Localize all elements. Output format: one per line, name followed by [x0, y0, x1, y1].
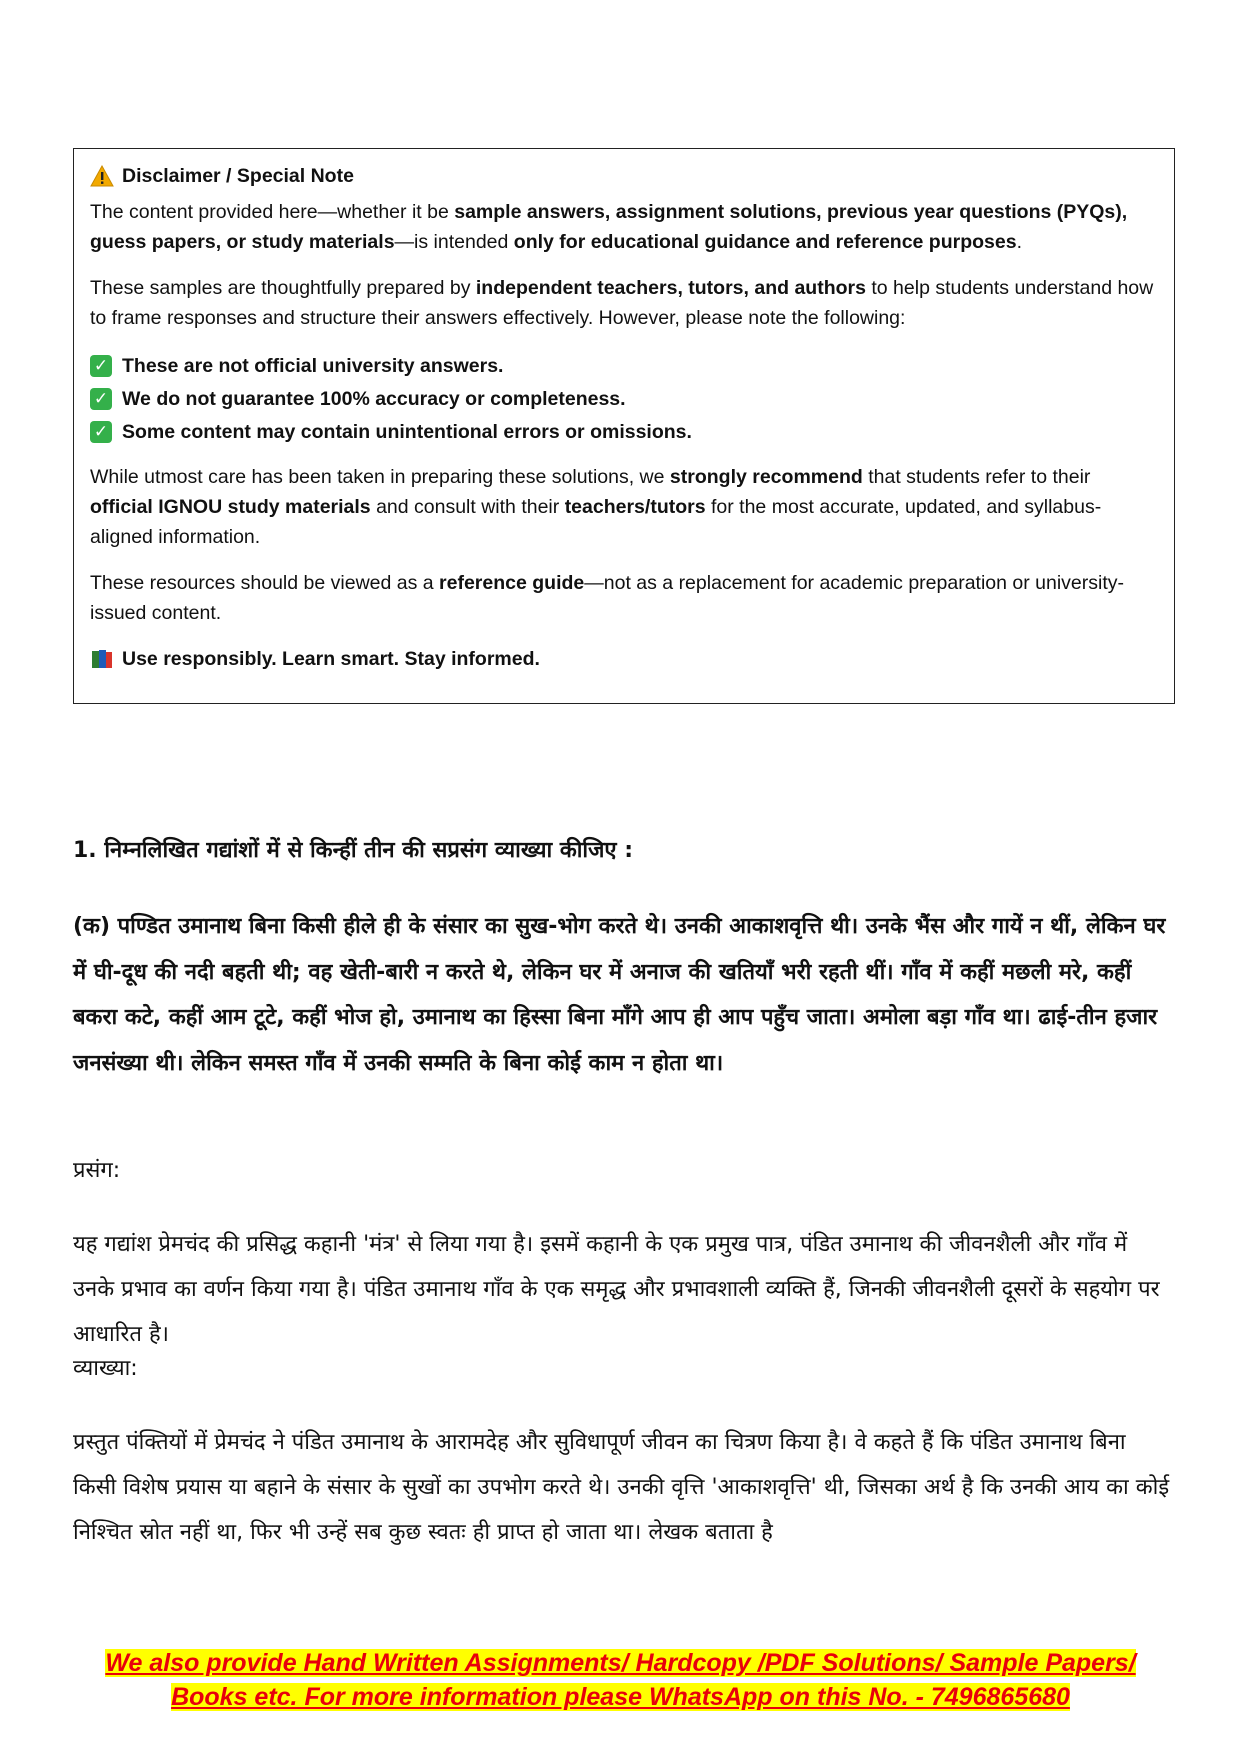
checklist — [90, 349, 1158, 448]
vyakhya-label: व्याख्या: — [73, 1356, 138, 1381]
disclaimer-footer — [90, 644, 1158, 674]
p1-bold-2: only for educational guidance and reference purposes — [513, 231, 1017, 253]
disclaimer-title: Disclaimer / Special Note — [122, 165, 354, 187]
books-icon — [90, 648, 114, 670]
p4-text-1: These resources should be viewed as a — [90, 572, 440, 594]
disclaimer-paragraph-3 — [90, 462, 1158, 552]
check-item — [90, 349, 1158, 382]
p2-text-2: to help students understand how to frame responses and structure their answers effectively. However, please note the following: — [90, 277, 1154, 329]
promo-line-2: Books etc. For more information please WhatsApp on this No. - 7496865680 — [171, 1683, 1070, 1711]
warning-icon — [90, 165, 114, 187]
p1-text-2: —is intended — [394, 231, 514, 253]
promo-line-1: We also provide Hand Written Assignments/ Hardcopy /PDF Solutions/ Sample Papers/ — [105, 1649, 1136, 1677]
p4-text-2: —not as a replacement for academic preparation or university-issued content. — [90, 572, 1125, 624]
prasang-text: यह गद्यांश प्रेमचंद की प्रसिद्ध कहानी 'मंत्र' से लिया गया है। इसमें कहानी के एक प्रमुख पात्र, पंडित उमानाथ की जीवनशैली और गाँव में उनके प्रभाव का वर्णन किया गया है। पंडित उमानाथ गाँव के एक समृद्ध और प्रभावशाली व्यक्ति हैं, जिनकी जीवनशैली दूसरों के सहयोग पर आधारित है। — [73, 1232, 1160, 1347]
p3-text-1: While utmost care has been taken in preparing these solutions, we — [90, 466, 670, 488]
p2-text-1: These samples are thoughtfully prepared by — [90, 277, 476, 299]
check-item-text: We do not guarantee 100% accuracy or completeness. — [122, 387, 626, 410]
disclaimer-paragraph-1 — [90, 197, 1158, 257]
checkmark-icon: ✓ — [90, 388, 112, 410]
disclaimer-title-row — [90, 161, 1158, 191]
check-item — [90, 382, 1158, 415]
p1-text-1: The content provided here—whether it be — [90, 201, 455, 223]
check-item-text: These are not official university answers. — [122, 354, 504, 377]
disclaimer-paragraph-2 — [90, 273, 1158, 333]
p3-text-3: and consult with their — [370, 496, 565, 518]
p1-bold-1: sample answers, assignment solutions, previous year questions (PYQs), guess papers, or study materials — [90, 201, 1128, 253]
vyakhya-text: प्रस्तुत पंक्तियों में प्रेमचंद ने पंडित उमानाथ के आरामदेह और सुविधापूर्ण जीवन का चित्रण किया है। वे कहते हैं कि पंडित उमानाथ बिना किसी विशेष प्रयास या बहाने के संसार के सुखों का उपभोग करते थे। उनकी वृत्ति 'आकाशवृत्ति' थी, जिसका अर्थ है कि उनकी आय का कोई निश्चित स्रोत नहीं था, फिर भी उन्हें सब कुछ स्वतः ही प्राप्त हो जाता था। लेखक बताता है — [73, 1430, 1170, 1545]
p4-bold-1: reference guide — [439, 572, 585, 594]
check-item-text: Some content may contain unintentional errors or omissions. — [122, 420, 692, 443]
disclaimer-paragraph-4 — [90, 568, 1158, 628]
disclaimer-footer-text: Use responsibly. Learn smart. Stay informed. — [122, 648, 540, 670]
p1-text-3: . — [1016, 231, 1023, 253]
check-item — [90, 415, 1158, 448]
p3-text-2: that students refer to their — [862, 466, 1091, 488]
p3-text-4: for the most accurate, updated, and syllabus-aligned information. — [90, 496, 1102, 548]
promo-banner — [0, 1646, 1241, 1714]
p2-bold-1: independent teachers, tutors, and authors — [475, 277, 866, 299]
checkmark-icon: ✓ — [90, 421, 112, 443]
question-title: 1. निम्नलिखित गद्यांशों में से किन्हीं तीन की सप्रसंग व्याख्या कीजिए : — [73, 838, 634, 863]
question-passage: (क) पण्डित उमानाथ बिना किसी हीले ही के संसार का सुख-भोग करते थे। उनकी आकाशवृत्ति थी। उनके भैंस और गायें न थीं, लेकिन घर में घी-दूध की नदी बहती थी; वह खेती-बारी न करते थे, लेकिन घर में अनाज की खतियाँ भरी रहती थीं। गाँव में कहीं मछली मरे, कहीं बकरा कटे, कहीं आम टूटे, कहीं भोज हो, उमानाथ का हिस्सा बिना माँगे आप ही आप पहुँच जाता। अमोला बड़ा गाँव था। ढाई-तीन हजार जनसंख्या थी। लेकिन समस्त गाँव में उनकी सम्मति के बिना कोई काम न होता था। — [73, 914, 1166, 1076]
disclaimer-box — [73, 148, 1175, 704]
p3-bold-3: teachers/tutors — [564, 496, 706, 518]
checkmark-icon: ✓ — [90, 355, 112, 377]
p3-bold-2: official IGNOU study materials — [90, 496, 371, 518]
prasang-label: प्रसंग: — [73, 1158, 121, 1183]
p3-bold-1: strongly recommend — [669, 466, 863, 488]
